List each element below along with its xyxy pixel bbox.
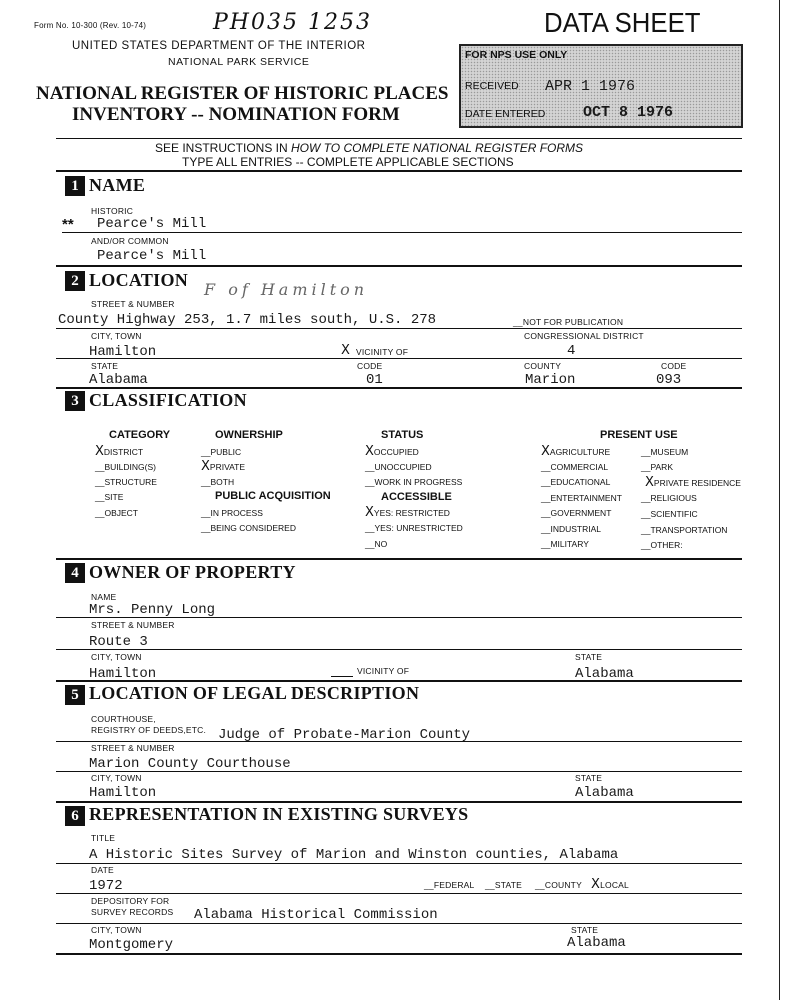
historic-label: HISTORIC xyxy=(91,206,134,216)
vicinity-label: VICINITY OF xyxy=(356,347,409,357)
county-value: Marion xyxy=(525,372,576,388)
accessible-no[interactable]: __NO xyxy=(365,539,388,549)
category-site[interactable]: __SITE xyxy=(95,492,124,502)
use-agriculture[interactable]: XAGRICULTURE xyxy=(541,444,611,459)
depository-city-value: Montgomery xyxy=(89,937,174,953)
use-park[interactable]: __PARK xyxy=(641,462,673,472)
present-use-header: PRESENT USE xyxy=(600,429,678,441)
form-title-line2: INVENTORY -- NOMINATION FORM xyxy=(72,104,400,125)
legal-state-value: Alabama xyxy=(575,785,634,801)
use-scientific[interactable]: __SCIENTIFIC xyxy=(641,509,698,519)
county-code-value: 093 xyxy=(656,372,682,388)
vicinity-check-mark: X xyxy=(341,343,350,358)
public-acquisition-header: PUBLIC ACQUISITION xyxy=(215,490,331,502)
divider xyxy=(56,801,742,803)
owner-city-value: Hamilton xyxy=(89,666,157,682)
state-code-value: 01 xyxy=(366,372,383,388)
received-stamp: APR 1 1976 xyxy=(545,78,636,95)
owner-state-value: Alabama xyxy=(575,666,634,682)
form-title-line1: NATIONAL REGISTER OF HISTORIC PLACES xyxy=(36,83,449,104)
field-line xyxy=(56,923,742,924)
divider xyxy=(56,138,742,139)
historic-name-value: Pearce's Mill xyxy=(97,216,207,232)
department-name: UNITED STATES DEPARTMENT OF THE INTERIOR xyxy=(72,40,366,52)
status-unoccupied[interactable]: __UNOCCUPIED xyxy=(365,462,432,472)
legal-state-label: STATE xyxy=(575,773,603,783)
owner-vicinity-label: VICINITY OF xyxy=(357,666,410,676)
congressional-district-value: 4 xyxy=(567,343,576,359)
handwritten-note: F of Hamilton xyxy=(204,280,369,299)
state-code-label: CODE xyxy=(357,361,383,371)
handwritten-id: PH035 1253 xyxy=(213,10,372,35)
accessible-yes-unrestricted[interactable]: __YES: UNRESTRICTED xyxy=(365,523,463,533)
city-town-label: CITY, TOWN xyxy=(91,331,142,341)
acquisition-in-process[interactable]: __IN PROCESS xyxy=(201,508,263,518)
service-name: NATIONAL PARK SERVICE xyxy=(168,56,310,68)
divider xyxy=(56,953,742,955)
section-heading-classification: CLASSIFICATION xyxy=(89,390,247,410)
survey-county-option[interactable]: __COUNTY xyxy=(535,880,582,890)
county-code-label: CODE xyxy=(661,361,687,371)
field-line xyxy=(56,328,742,329)
category-header: CATEGORY xyxy=(109,429,171,441)
field-line xyxy=(56,649,742,650)
field-line xyxy=(56,741,742,742)
category-object[interactable]: __OBJECT xyxy=(95,508,138,518)
survey-title-value: A Historic Sites Survey of Marion and Winston counties, Alabama xyxy=(89,847,619,863)
status-header: STATUS xyxy=(381,429,424,441)
not-for-publication-label: __NOT FOR PUBLICATION xyxy=(513,317,624,327)
ownership-private[interactable]: XPRIVATE xyxy=(201,459,246,474)
use-government[interactable]: __GOVERNMENT xyxy=(541,508,612,518)
acquisition-being-considered[interactable]: __BEING CONSIDERED xyxy=(201,523,296,533)
depository-state-label: STATE xyxy=(571,925,599,935)
status-occupied[interactable]: XOCCUPIED xyxy=(365,444,419,459)
courthouse-value: Judge of Probate-Marion County xyxy=(218,727,471,743)
instructions-line1: SEE INSTRUCTIONS IN HOW TO COMPLETE NATIONAL REGISTER FORMS xyxy=(155,141,584,155)
field-line xyxy=(56,771,742,772)
date-entered-stamp: OCT 8 1976 xyxy=(583,104,674,121)
section-heading-surveys: REPRESENTATION IN EXISTING SURVEYS xyxy=(89,804,469,824)
category-district[interactable]: XDISTRICT xyxy=(95,444,144,459)
asterisk-mark: ** xyxy=(62,216,74,233)
depository-city-label: CITY, TOWN xyxy=(91,925,142,935)
county-label: COUNTY xyxy=(524,361,562,371)
use-entertainment[interactable]: __ENTERTAINMENT xyxy=(541,493,622,503)
nps-use-label: FOR NPS USE ONLY xyxy=(465,49,568,61)
accessible-yes-restricted[interactable]: XYES: RESTRICTED xyxy=(365,505,450,520)
instructions-line2: TYPE ALL ENTRIES -- COMPLETE APPLICABLE SECTIONS xyxy=(182,155,514,169)
courthouse-label: COURTHOUSE, xyxy=(91,714,156,724)
owner-state-label: STATE xyxy=(575,652,603,662)
survey-state-option[interactable]: __STATE xyxy=(485,880,522,890)
ownership-both[interactable]: __BOTH xyxy=(201,477,235,487)
survey-title-label: TITLE xyxy=(91,833,116,843)
use-educational[interactable]: __EDUCATIONAL xyxy=(541,477,611,487)
survey-federal-option[interactable]: __FEDERAL xyxy=(424,880,475,890)
received-label: RECEIVED xyxy=(465,80,519,92)
depository-state-value: Alabama xyxy=(567,935,626,951)
common-label: AND/OR COMMON xyxy=(91,236,169,246)
divider xyxy=(56,558,742,560)
survey-date-label: DATE xyxy=(91,865,114,875)
street-number-label: STREET & NUMBER xyxy=(91,299,175,309)
owner-name-label: NAME xyxy=(91,592,117,602)
section-number-5: 5 xyxy=(65,685,85,705)
ownership-public[interactable]: __PUBLIC xyxy=(201,447,242,457)
use-museum[interactable]: __MUSEUM xyxy=(641,447,689,457)
divider xyxy=(56,680,742,682)
state-value: Alabama xyxy=(89,372,148,388)
section-number-6: 6 xyxy=(65,806,85,826)
legal-city-value: Hamilton xyxy=(89,785,157,801)
use-transportation[interactable]: __TRANSPORTATION xyxy=(641,525,728,535)
owner-name-value: Mrs. Penny Long xyxy=(89,602,216,618)
field-line xyxy=(56,617,742,618)
ownership-header: OWNERSHIP xyxy=(215,429,283,441)
city-value: Hamilton xyxy=(89,344,157,360)
field-line xyxy=(56,863,742,864)
use-private-residence[interactable]: XPRIVATE RESIDENCE xyxy=(645,475,741,490)
nps-use-box xyxy=(459,44,743,128)
use-military[interactable]: __MILITARY xyxy=(541,539,589,549)
section-number-1: 1 xyxy=(65,176,85,196)
owner-street-label: STREET & NUMBER xyxy=(91,620,175,630)
section-heading-legal-description: LOCATION OF LEGAL DESCRIPTION xyxy=(89,683,420,703)
legal-city-label: CITY, TOWN xyxy=(91,773,142,783)
divider xyxy=(56,170,742,172)
owner-city-label: CITY, TOWN xyxy=(91,652,142,662)
use-commercial[interactable]: __COMMERCIAL xyxy=(541,462,609,472)
use-industrial[interactable]: __INDUSTRIAL xyxy=(541,524,602,534)
data-sheet-title: DATA SHEET xyxy=(544,7,701,38)
registry-label: REGISTRY OF DEEDS,ETC. xyxy=(91,725,207,735)
field-line xyxy=(56,358,742,359)
section-number-2: 2 xyxy=(65,271,85,291)
divider xyxy=(56,265,742,267)
status-work-in-progress[interactable]: __WORK IN PROGRESS xyxy=(365,477,463,487)
field-line xyxy=(56,893,742,894)
state-label: STATE xyxy=(91,361,119,371)
category-structure[interactable]: __STRUCTURE xyxy=(95,477,157,487)
accessible-header: ACCESSIBLE xyxy=(381,491,452,503)
congressional-district-label: CONGRESSIONAL DISTRICT xyxy=(524,331,644,341)
field-line xyxy=(62,232,742,233)
vicinity-blank xyxy=(331,676,353,677)
date-entered-label: DATE ENTERED xyxy=(465,108,546,120)
divider xyxy=(56,387,742,389)
section-heading-owner: OWNER OF PROPERTY xyxy=(89,562,296,582)
owner-street-value: Route 3 xyxy=(89,634,148,650)
section-number-4: 4 xyxy=(65,563,85,583)
survey-date-value: 1972 xyxy=(89,878,123,894)
legal-street-value: Marion County Courthouse xyxy=(89,756,291,772)
depository-label: DEPOSITORY FOR xyxy=(91,896,170,906)
section-number-3: 3 xyxy=(65,391,85,411)
survey-local-option[interactable]: XLOCAL xyxy=(591,877,629,892)
use-other[interactable]: __OTHER: xyxy=(641,540,683,550)
depository-value: Alabama Historical Commission xyxy=(194,907,438,923)
common-name-value: Pearce's Mill xyxy=(97,248,207,264)
page-edge xyxy=(779,0,780,1000)
survey-records-label: SURVEY RECORDS xyxy=(91,907,174,917)
section-heading-location: LOCATION xyxy=(89,270,189,290)
legal-street-label: STREET & NUMBER xyxy=(91,743,175,753)
section-heading-name: NAME xyxy=(89,175,146,195)
use-religious[interactable]: __RELIGIOUS xyxy=(641,493,697,503)
category-buildings[interactable]: __BUILDING(S) xyxy=(95,462,156,472)
form-number: Form No. 10-300 (Rev. 10-74) xyxy=(34,21,147,30)
street-number-value: County Highway 253, 1.7 miles south, U.S. 278 xyxy=(58,312,437,328)
